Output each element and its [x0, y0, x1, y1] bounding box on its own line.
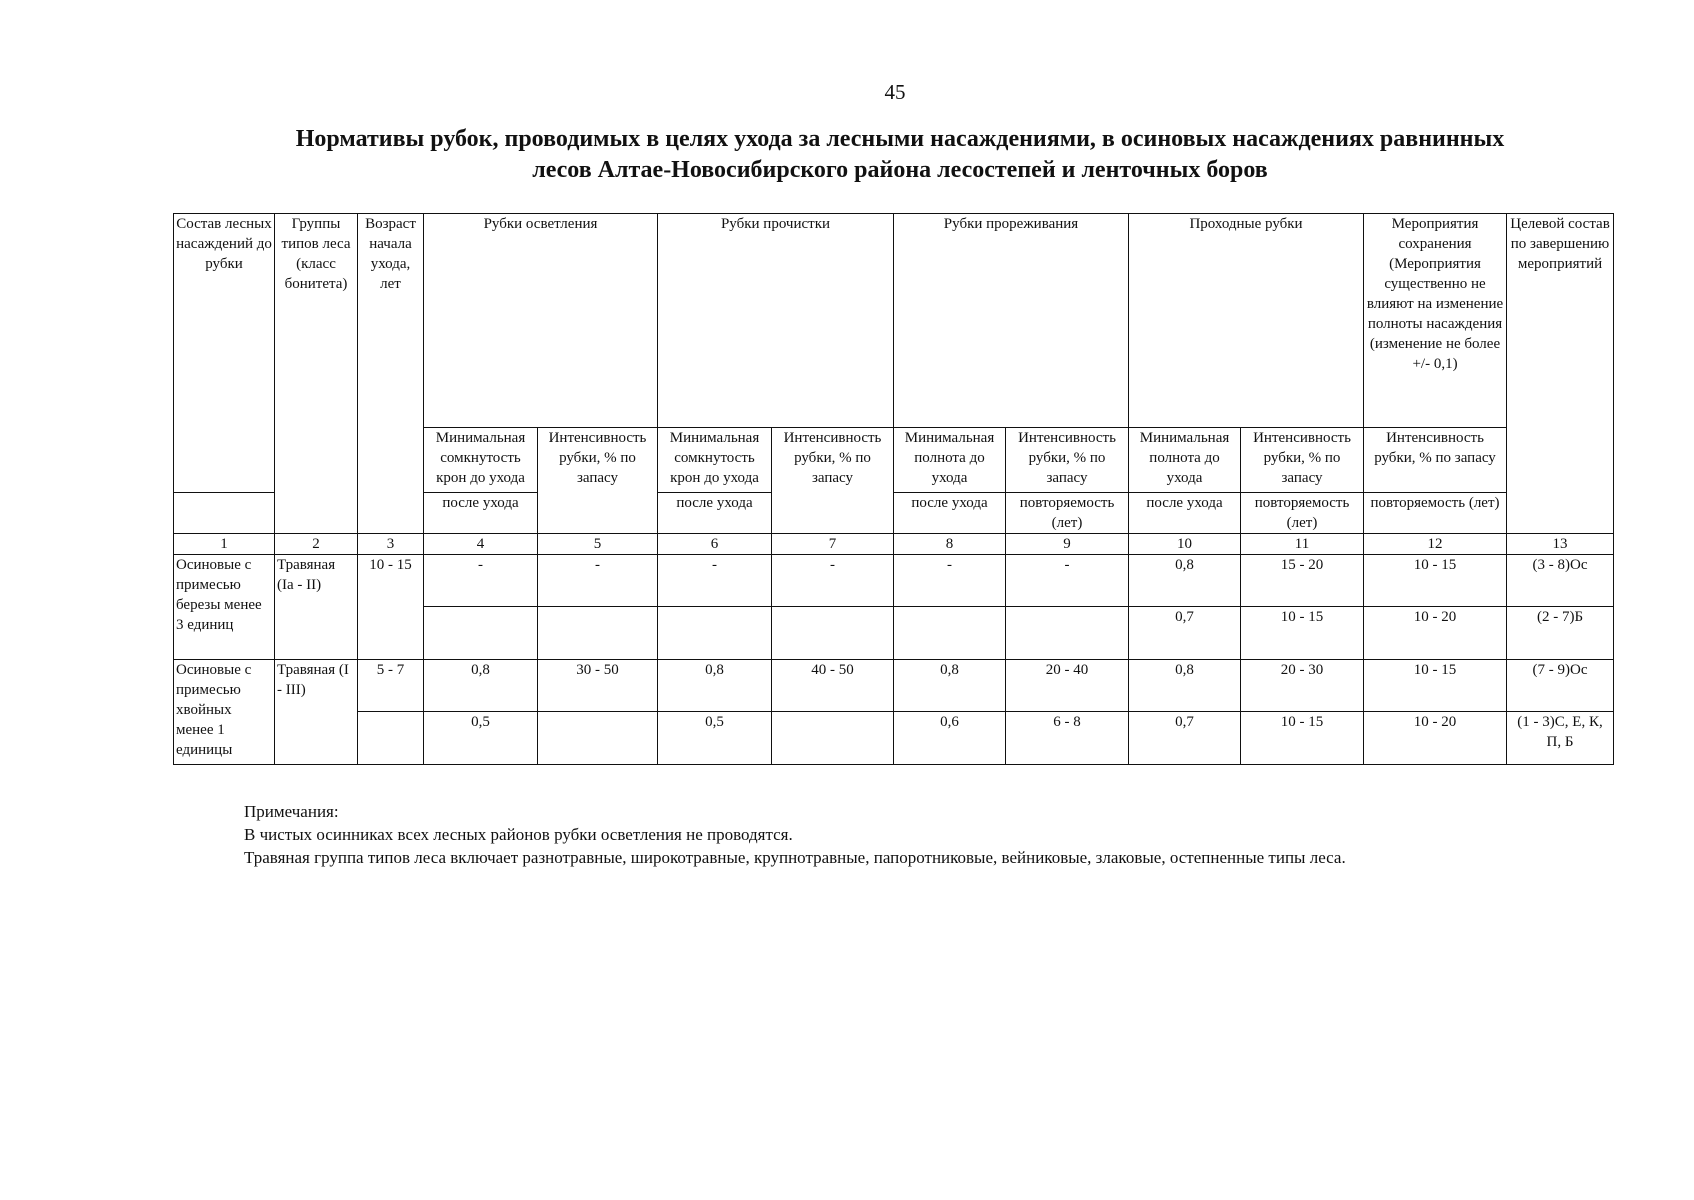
age-cell: 10 - 15 [358, 555, 424, 607]
col-number: 2 [275, 534, 358, 555]
value-cell: - [538, 555, 658, 607]
value-cell: 40 - 50 [772, 660, 894, 712]
value-cell: 0,8 [424, 660, 538, 712]
value-cell: 0,5 [424, 712, 538, 765]
header-conservation-measures: Мероприятия сохранения (Мероприятия существенно не влияют на изменение полноты насаждения (изменение не более +/- 0,1) [1364, 214, 1507, 428]
table-row [174, 555, 1614, 607]
col-number: 9 [1006, 534, 1129, 555]
title-line-1: Нормативы рубок, проводимых в целях ухода за лесными насаждениями, в осиновых насаждениях равнинных [295, 126, 1505, 152]
header-intensity-9: Интенсивность рубки, % по запасу [1006, 428, 1129, 493]
table-row [174, 660, 1614, 712]
age-cell: 5 - 7 [358, 660, 424, 712]
header-row-1 [174, 214, 1614, 428]
col-number: 12 [1364, 534, 1507, 555]
note-line: Травяная группа типов леса включает разнотравные, широкотравные, крупнотравные, папоротниковые, вейниковые, злаковые, остепненные типы леса. [244, 848, 1346, 867]
header-forest-type: Группы типов леса (класс бонитета) [275, 214, 358, 534]
header-group-prochistka: Рубки прочистки [658, 214, 894, 428]
value-cell: 0,8 [894, 660, 1006, 712]
header-min-density-1: Минимальная полнота до ухода [894, 428, 1006, 493]
value-cell [538, 712, 658, 765]
value-cell: 0,8 [658, 660, 772, 712]
composition-cell: Осиновые с примесью хвойных менее 1 единицы [174, 660, 275, 765]
note-line: В чистых осинниках всех лесных районов рубки осветления не проводятся. [244, 825, 793, 844]
header-after-care-6: после ухода [658, 493, 772, 534]
value-cell: - [1006, 555, 1129, 607]
age-cell-empty [358, 607, 424, 660]
value-cell: 20 - 30 [1241, 660, 1364, 712]
col-number: 6 [658, 534, 772, 555]
value-cell: 0,5 [658, 712, 772, 765]
value-cell: - [894, 555, 1006, 607]
value-cell [772, 712, 894, 765]
header-min-closure-1: Минимальная сомкнутость крон до ухода [424, 428, 538, 493]
header-empty-1 [174, 493, 275, 534]
value-cell: 0,7 [1129, 712, 1241, 765]
value-cell: 20 - 40 [1006, 660, 1129, 712]
header-intensity-7: Интенсивность рубки, % по запасу [772, 428, 894, 534]
table-row [174, 712, 1614, 765]
col-number: 8 [894, 534, 1006, 555]
value-cell [658, 607, 772, 660]
header-repeat-12: повторяемость (лет) [1364, 493, 1507, 534]
target-composition-cell: (7 - 9)Ос [1507, 660, 1614, 712]
value-cell: 6 - 8 [1006, 712, 1129, 765]
header-group-prokhodnye: Проходные рубки [1129, 214, 1364, 428]
age-cell-empty [358, 712, 424, 765]
value-cell: 10 - 20 [1364, 712, 1507, 765]
header-composition: Состав лесных насаждений до рубки [174, 214, 275, 493]
forest-type-cell: Травяная (I - III) [275, 660, 358, 765]
value-cell [894, 607, 1006, 660]
target-composition-cell: (3 - 8)Ос [1507, 555, 1614, 607]
value-cell: 0,8 [1129, 660, 1241, 712]
value-cell: 10 - 15 [1364, 555, 1507, 607]
target-composition-cell: (2 - 7)Б [1507, 607, 1614, 660]
header-after-care-8: после ухода [894, 493, 1006, 534]
target-composition-cell: (1 - 3)С, Е, К, П, Б [1507, 712, 1614, 765]
notes-block [244, 800, 1346, 869]
header-repeat-9: повторяемость (лет) [1006, 493, 1129, 534]
col-number: 10 [1129, 534, 1241, 555]
header-group-osvetlenie: Рубки осветления [424, 214, 658, 428]
value-cell: 0,8 [1129, 555, 1241, 607]
value-cell: 30 - 50 [538, 660, 658, 712]
header-intensity-12: Интенсивность рубки, % по запасу [1364, 428, 1507, 493]
col-number: 5 [538, 534, 658, 555]
header-target-composition: Целевой состав по завершению мероприятий [1507, 214, 1614, 534]
forest-type-cell: Травяная (Ia - II) [275, 555, 358, 660]
col-number: 3 [358, 534, 424, 555]
document-title [170, 124, 1630, 186]
header-min-density-2: Минимальная полнота до ухода [1129, 428, 1241, 493]
value-cell: 10 - 15 [1364, 660, 1507, 712]
value-cell: 0,7 [1129, 607, 1241, 660]
notes-heading: Примечания: [244, 802, 339, 821]
header-intensity-11: Интенсивность рубки, % по запасу [1241, 428, 1364, 493]
value-cell: - [424, 555, 538, 607]
value-cell [772, 607, 894, 660]
value-cell [1006, 607, 1129, 660]
table-row [174, 607, 1614, 660]
value-cell: 10 - 15 [1241, 607, 1364, 660]
col-number: 4 [424, 534, 538, 555]
col-number: 1 [174, 534, 275, 555]
norms-table [173, 213, 1614, 765]
value-cell: 15 - 20 [1241, 555, 1364, 607]
value-cell: 10 - 20 [1364, 607, 1507, 660]
header-after-care-10: после ухода [1129, 493, 1241, 534]
value-cell [424, 607, 538, 660]
header-start-age: Возраст начала ухода, лет [358, 214, 424, 534]
col-number: 7 [772, 534, 894, 555]
value-cell: - [658, 555, 772, 607]
value-cell [538, 607, 658, 660]
col-number: 13 [1507, 534, 1614, 555]
value-cell: 0,6 [894, 712, 1006, 765]
header-repeat-11: повторяемость (лет) [1241, 493, 1364, 534]
composition-cell: Осиновые с примесью березы менее 3 единиц [174, 555, 275, 660]
col-number: 11 [1241, 534, 1364, 555]
value-cell: 10 - 15 [1241, 712, 1364, 765]
header-after-care-4: после ухода [424, 493, 538, 534]
title-line-2: лесов Алтае-Новосибирского района лесостепей и ленточных боров [532, 157, 1268, 183]
value-cell: - [772, 555, 894, 607]
header-group-prorezhivanie: Рубки прореживания [894, 214, 1129, 428]
header-min-closure-2: Минимальная сомкнутость крон до ухода [658, 428, 772, 493]
header-intensity-5: Интенсивность рубки, % по запасу [538, 428, 658, 534]
page-number: 45 [884, 80, 906, 104]
column-number-row [174, 534, 1614, 555]
